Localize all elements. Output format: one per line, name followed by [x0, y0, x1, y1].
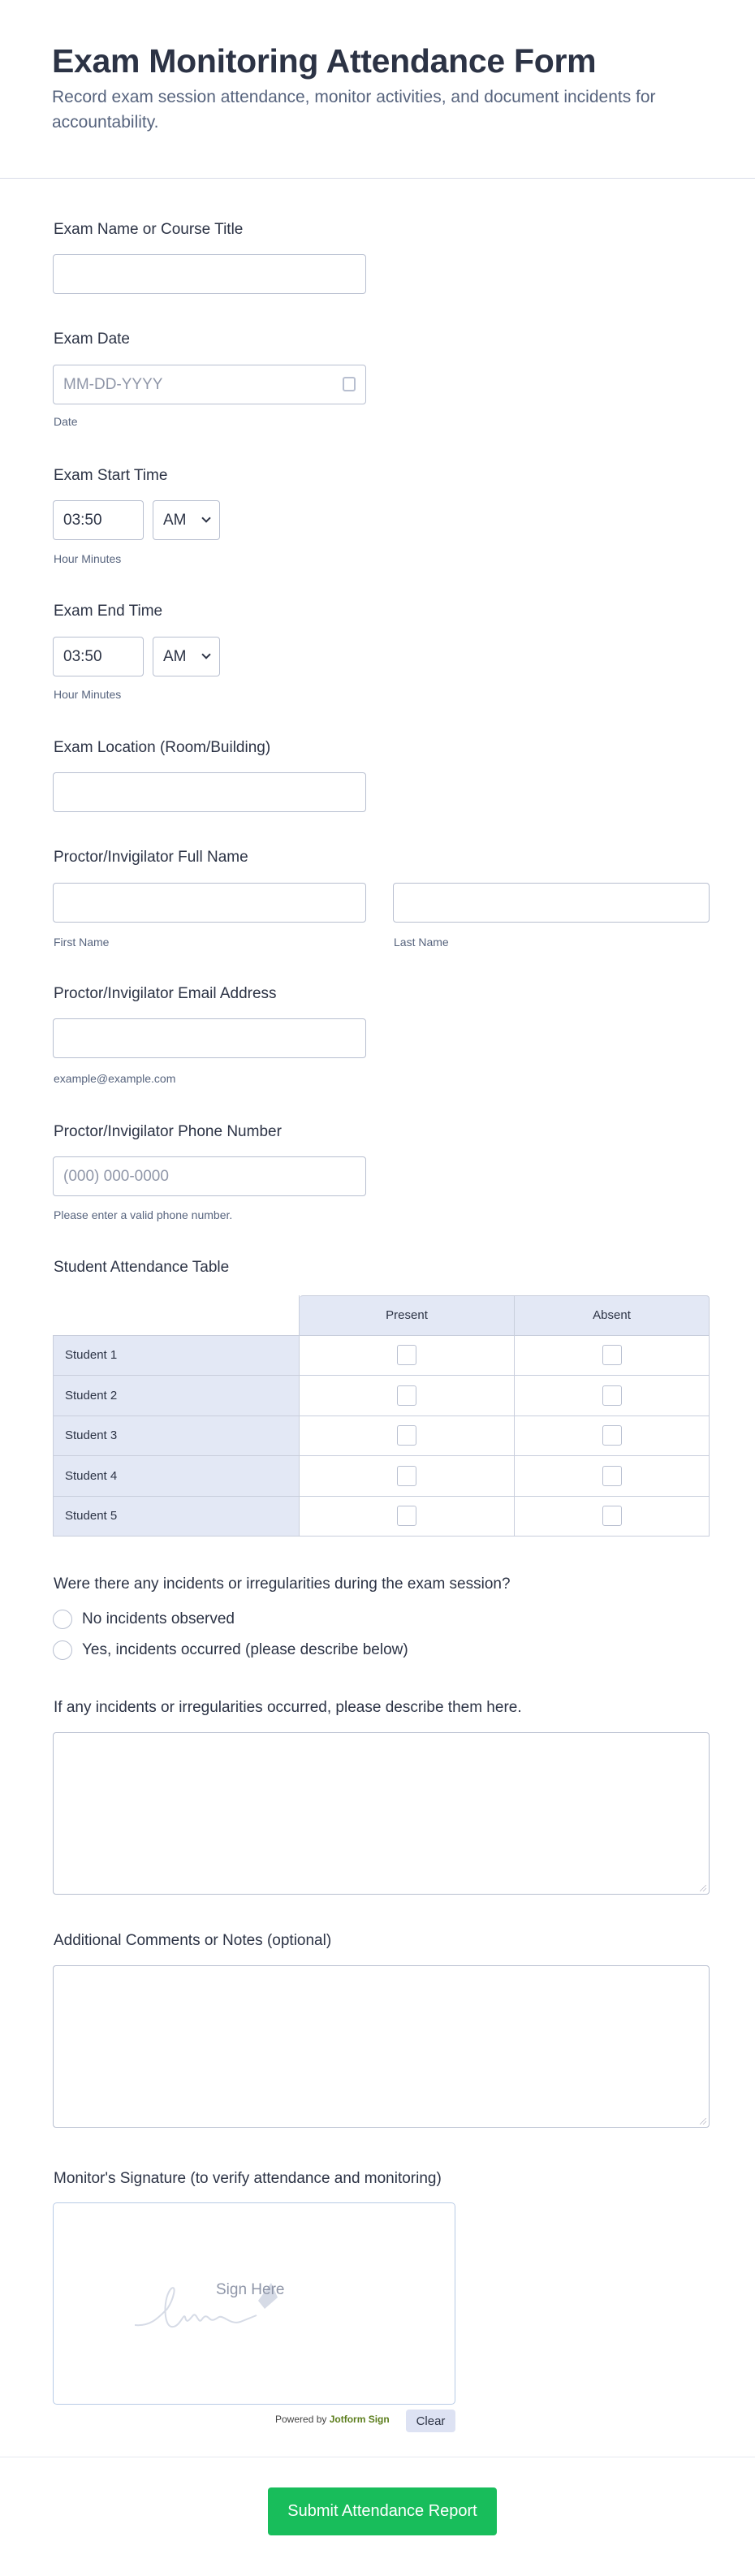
table-row	[53, 1416, 710, 1457]
describe-textarea[interactable]	[53, 1732, 710, 1895]
start-time-label: Exam Start Time	[54, 467, 168, 484]
absent-checkbox[interactable]	[602, 1385, 622, 1406]
present-cell	[300, 1416, 515, 1457]
phone-label: Proctor/Invigilator Phone Number	[54, 1123, 282, 1140]
present-cell	[300, 1456, 515, 1497]
attendance-label: Student Attendance Table	[54, 1259, 230, 1276]
chevron-down-icon	[201, 650, 210, 659]
first-name-input[interactable]	[53, 883, 366, 923]
start-time-sublabel: Hour Minutes	[54, 552, 122, 565]
powered-by-text: Powered by	[275, 2414, 327, 2425]
absent-checkbox[interactable]	[602, 1345, 622, 1365]
exam-date-placeholder: MM-DD-YYYY	[63, 376, 163, 393]
email-sublabel: example@example.com	[54, 1072, 176, 1085]
end-time-label: Exam End Time	[54, 603, 163, 620]
row-label: Student 3	[53, 1416, 300, 1457]
exam-date-sublabel: Date	[54, 415, 78, 428]
table-row	[53, 1497, 710, 1537]
exam-name-input[interactable]	[53, 254, 366, 294]
present-checkbox[interactable]	[397, 1466, 416, 1486]
comments-label: Additional Comments or Notes (optional)	[54, 1932, 332, 1949]
email-label: Proctor/Invigilator Email Address	[54, 985, 277, 1002]
first-name-sublabel: First Name	[54, 936, 110, 949]
absent-cell	[515, 1497, 710, 1537]
radio-label-yes-incidents[interactable]: Yes, incidents occurred (please describe below)	[82, 1641, 408, 1658]
header-divider	[0, 178, 755, 179]
location-label: Exam Location (Room/Building)	[54, 739, 271, 756]
submit-button[interactable]: Submit Attendance Report	[268, 2487, 497, 2535]
signature-label: Monitor's Signature (to verify attendance and monitoring)	[54, 2170, 442, 2187]
end-ampm-value: AM	[163, 648, 187, 665]
table-row	[53, 1456, 710, 1497]
signature-pad[interactable]	[53, 2202, 455, 2405]
end-time-input[interactable]: 03:50	[53, 637, 144, 676]
row-label: Student 1	[53, 1336, 300, 1377]
present-checkbox[interactable]	[397, 1506, 416, 1526]
absent-cell	[515, 1376, 710, 1416]
table-row	[53, 1376, 710, 1416]
start-ampm-value: AM	[163, 512, 187, 529]
clear-signature-button[interactable]: Clear	[406, 2410, 455, 2432]
exam-name-label: Exam Name or Course Title	[54, 221, 244, 238]
exam-date-label: Exam Date	[54, 331, 130, 348]
form-title: Exam Monitoring Attendance Form	[52, 42, 597, 80]
describe-label: If any incidents or irregularities occurred, please describe them here.	[54, 1699, 522, 1716]
comments-textarea[interactable]	[53, 1965, 710, 2128]
present-checkbox[interactable]	[397, 1385, 416, 1406]
present-checkbox[interactable]	[397, 1425, 416, 1446]
powered-by	[275, 2414, 390, 2425]
location-input[interactable]	[53, 772, 366, 812]
start-time-input[interactable]: 03:50	[53, 500, 144, 540]
absent-cell	[515, 1416, 710, 1457]
corner-cell	[53, 1295, 300, 1336]
radio-yes-incidents[interactable]	[53, 1640, 72, 1660]
absent-checkbox[interactable]	[602, 1466, 622, 1486]
jotform-sign-brand: Jotform Sign	[329, 2414, 390, 2425]
row-label: Student 4	[53, 1456, 300, 1497]
column-header-present: Present	[300, 1295, 515, 1336]
chevron-down-icon	[201, 513, 210, 522]
resize-handle-icon[interactable]	[700, 2118, 706, 2124]
present-cell	[300, 1497, 515, 1537]
resize-handle-icon[interactable]	[700, 1885, 706, 1891]
absent-cell	[515, 1336, 710, 1377]
table-row	[53, 1336, 710, 1377]
phone-placeholder: (000) 000-0000	[63, 1168, 169, 1185]
phone-input[interactable]	[53, 1156, 366, 1196]
column-header-absent: Absent	[515, 1295, 710, 1336]
radio-no-incidents[interactable]	[53, 1610, 72, 1629]
row-label: Student 2	[53, 1376, 300, 1416]
start-ampm-select[interactable]	[153, 500, 220, 540]
end-ampm-select[interactable]	[153, 637, 220, 676]
form-subtitle: Record exam session attendance, monitor activities, and document incidents for accountability.	[52, 88, 656, 132]
last-name-sublabel: Last Name	[394, 936, 449, 949]
proctor-name-label: Proctor/Invigilator Full Name	[54, 849, 248, 866]
email-input[interactable]	[53, 1018, 366, 1058]
incidents-question: Were there any incidents or irregularities during the exam session?	[54, 1575, 511, 1593]
end-time-sublabel: Hour Minutes	[54, 688, 122, 701]
present-cell	[300, 1336, 515, 1377]
exam-date-input[interactable]	[53, 365, 366, 404]
sign-here-text: Sign Here	[216, 2281, 285, 2298]
absent-cell	[515, 1456, 710, 1497]
radio-label-no-incidents[interactable]: No incidents observed	[82, 1610, 235, 1627]
last-name-input[interactable]	[393, 883, 710, 923]
absent-checkbox[interactable]	[602, 1506, 622, 1526]
absent-checkbox[interactable]	[602, 1425, 622, 1446]
present-cell	[300, 1376, 515, 1416]
phone-sublabel: Please enter a valid phone number.	[54, 1208, 233, 1221]
row-label: Student 5	[53, 1497, 300, 1537]
calendar-icon[interactable]	[343, 377, 356, 391]
attendance-table	[53, 1295, 710, 1537]
present-checkbox[interactable]	[397, 1345, 416, 1365]
